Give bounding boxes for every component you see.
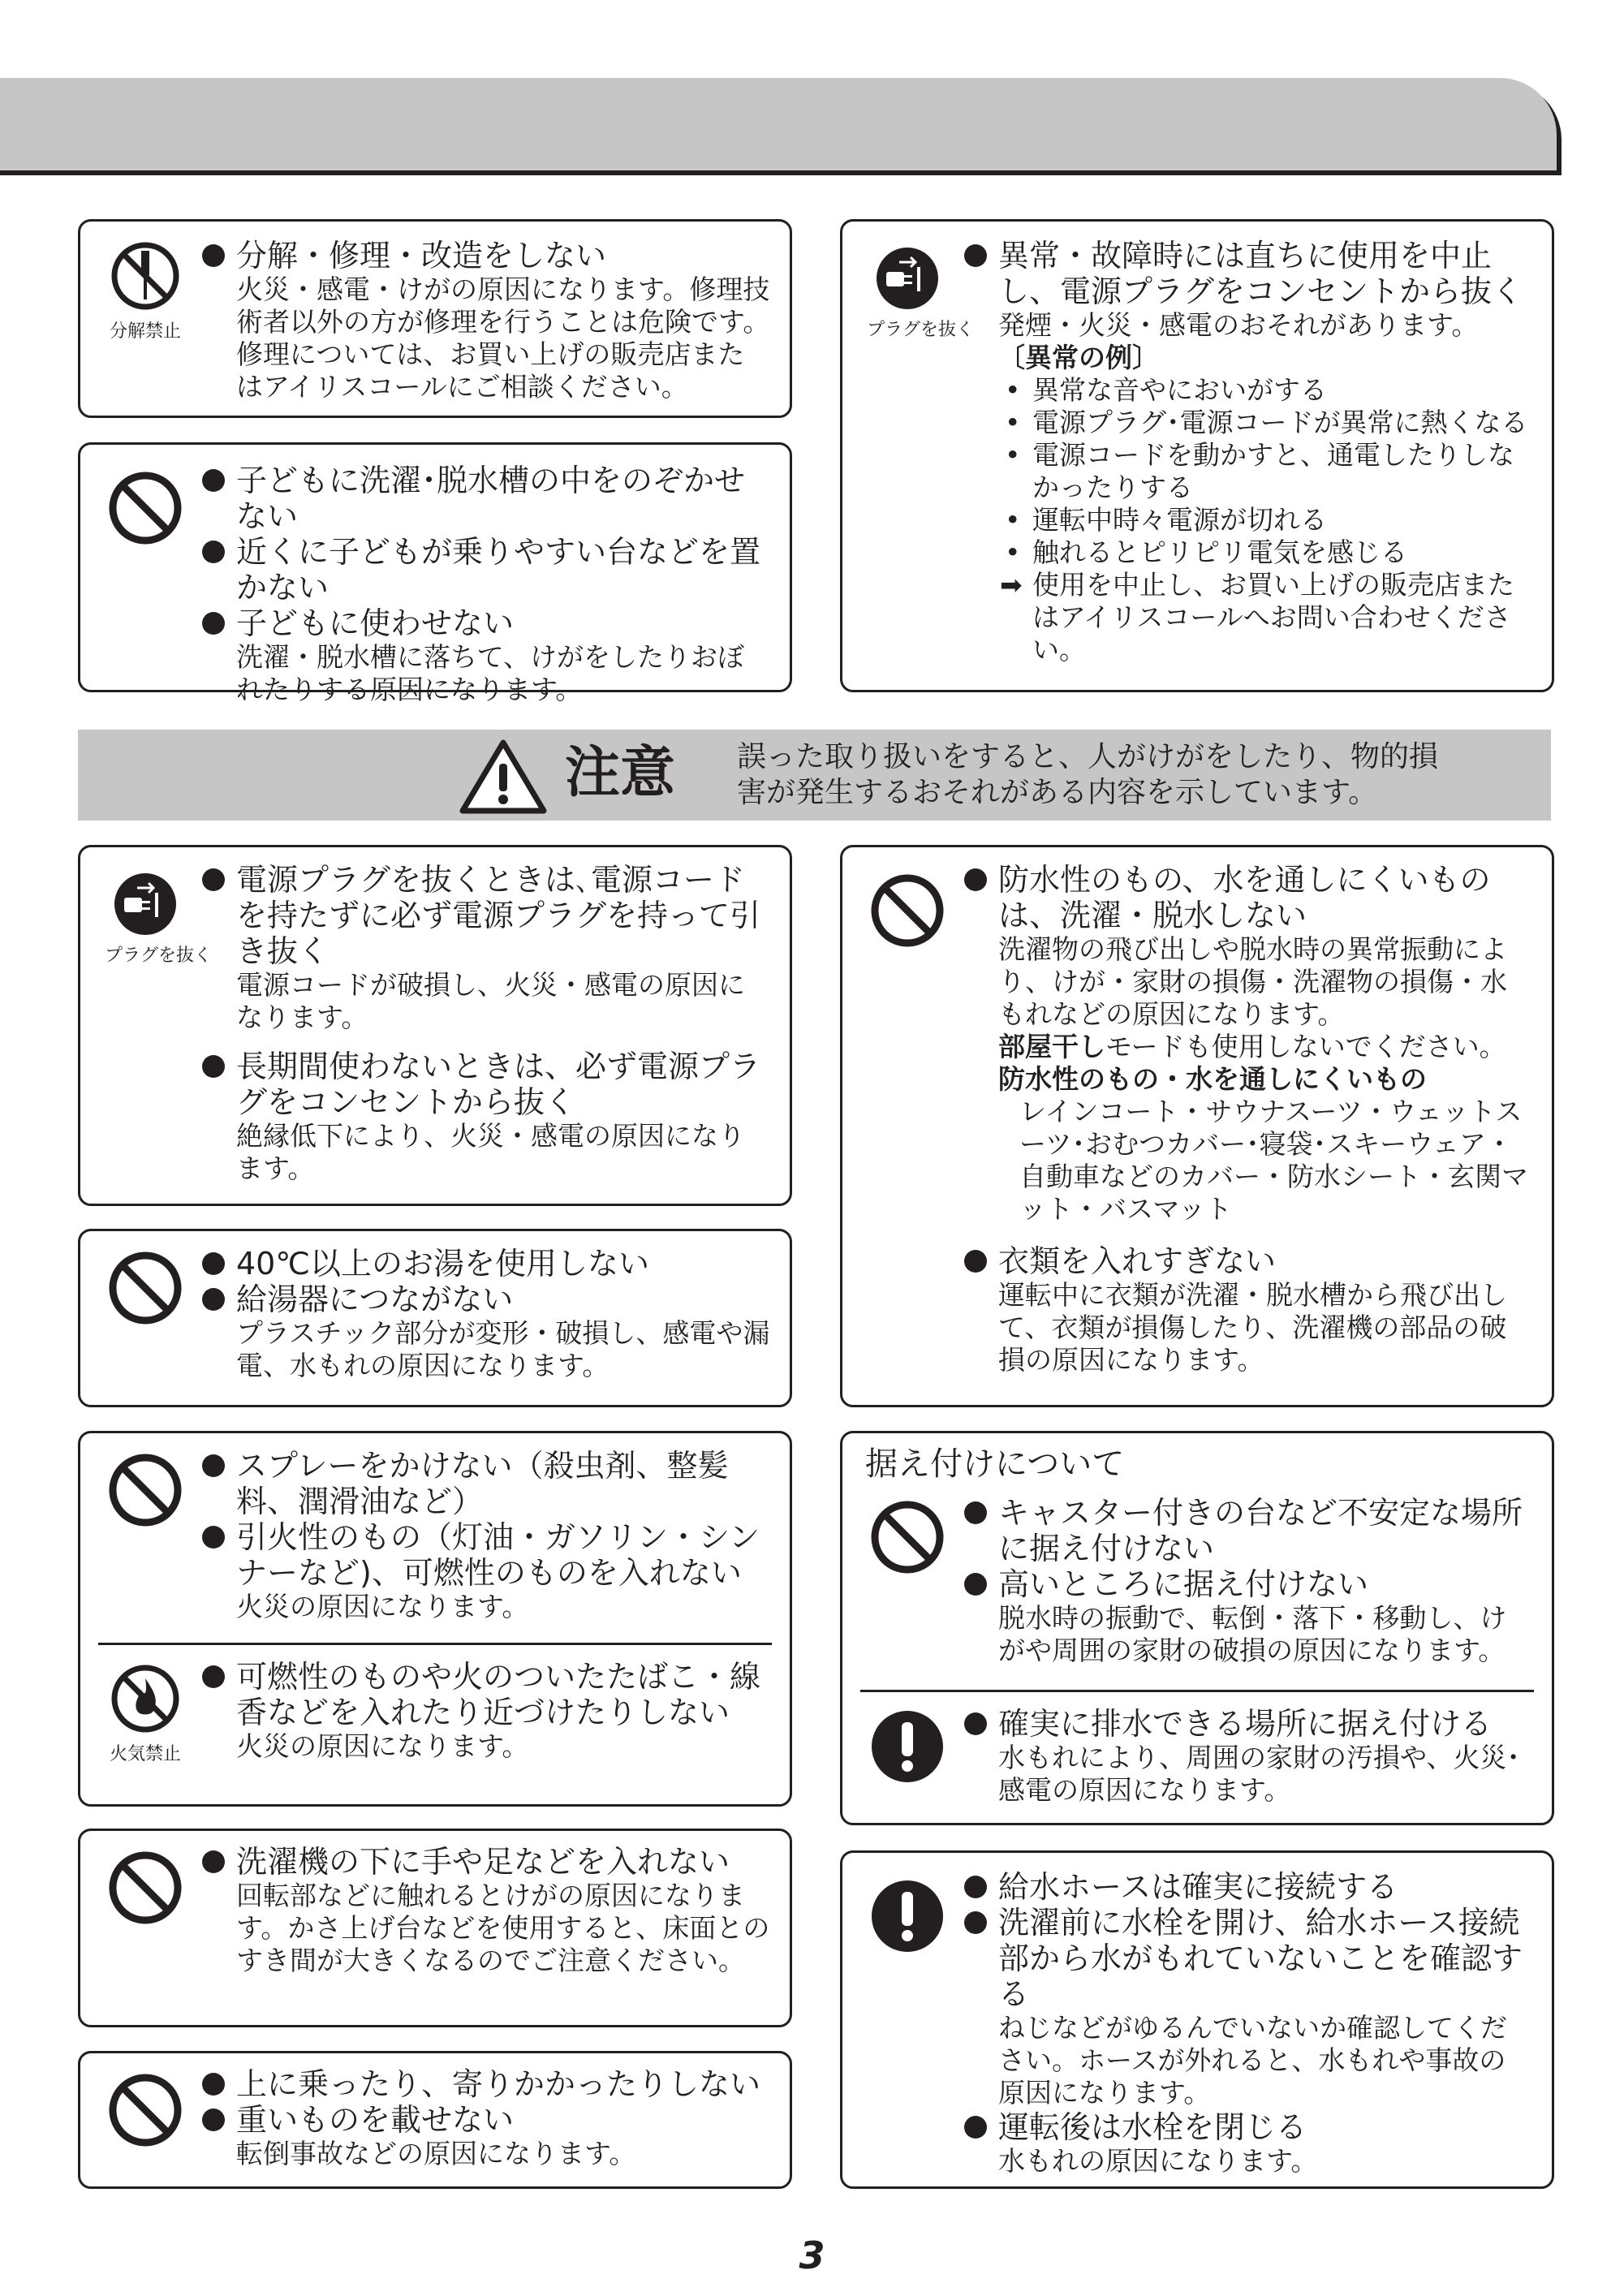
caution-title-text: 40℃以上のお湯を使用しない: [236, 1246, 650, 1282]
divider: [860, 1690, 1534, 1692]
caution-title-text: 洗濯前に水栓を開け、給水ホース接続部から水がもれていないことを確認する: [998, 1905, 1523, 2012]
prohibited-icon: [105, 1249, 186, 1327]
caution-desc-text: 回転部などに触れるとけがの原因になります。かさ上げ台などを使用すると、床面とのすき間が大きくなるのでご注意ください。: [236, 1880, 770, 1976]
warning-title: 分解・修理・改造をしない: [236, 238, 607, 274]
unplug-label: プラグを抜く: [105, 946, 213, 966]
caution-title-text: 給水ホースは確実に接続する: [998, 1869, 1398, 1905]
caution-item: [964, 1869, 1532, 1905]
prohibited-icon: [867, 1498, 948, 1576]
mandatory-icon: [867, 1708, 948, 1786]
caution-desc-text: 水もれの原因になります。: [998, 2145, 1318, 2177]
caution-title-text: 電源プラグを抜くときは､電源コードを持たずに必ず電源プラグを持って引き抜く: [236, 862, 761, 969]
prohibited-icon: [105, 2071, 186, 2149]
caution-title-text: 上に乗ったり、寄りかかったりしない: [236, 2066, 761, 2102]
caution-box-hands-under: [78, 1829, 792, 2027]
caution-item: [964, 2109, 1532, 2145]
abnormal-examples-heading: 〔異常の例〕: [998, 342, 1159, 373]
no-fire-label: 火気禁止: [109, 1744, 181, 1764]
caution-item: [964, 1706, 1532, 1742]
caution-desc-text: 水もれにより、周囲の家財の汚損や、火災･感電の原因になります。: [998, 1742, 1520, 1806]
installation-heading: 据え付けについて: [865, 1445, 1125, 1483]
warning-item: [202, 238, 770, 274]
caution-title-text: 重いものを載せない: [236, 2102, 515, 2138]
caution-title-text: キャスター付きの台など不安定な場所に据え付けない: [998, 1495, 1523, 1566]
caution-box-flammable: [78, 1431, 792, 1807]
unplug-icon: [105, 872, 213, 967]
waterproof-items-list: レインコート・サウナスーツ・ウェットスーツ･おむつカバー･寝袋･スキーウェア・自動車などのカバー・防水シート・玄関マット・バスマット: [1019, 1096, 1528, 1225]
list-item: • 電源コードを動かすと、通電したりしなかったりする: [1005, 439, 1514, 503]
caution-item: [964, 1243, 1532, 1279]
caution-box-hot-water: [78, 1229, 792, 1407]
caution-desc-text: 火災の原因になります。: [236, 1591, 529, 1622]
caution-desc-text: 絶縁低下により、火災・感電の原因になります。: [236, 1120, 745, 1184]
caution-title-text: 給湯器につながない: [236, 1282, 514, 1317]
caution-header: [78, 730, 1551, 821]
caution-desc-text: 脱水時の振動で、転倒・落下・移動し、けがや周囲の家財の破損の原因になります。: [998, 1602, 1507, 1666]
warning-title: 子どもに使わせない: [236, 605, 515, 641]
caution-title-text: 衣類を入れすぎない: [998, 1243, 1277, 1279]
caution-item: [964, 1905, 1532, 2012]
caution-item: [964, 1495, 1532, 1566]
list-item: • 電源プラグ･電源コードが異常に熱くなる: [1005, 407, 1528, 438]
page-number: 3: [799, 2234, 825, 2277]
prohibited-icon: [105, 1451, 186, 1529]
warning-title: 近くに子どもが乗りやすい台などを置かない: [236, 534, 761, 605]
mandatory-icon: [867, 1877, 948, 1955]
unplug-icon: [867, 246, 975, 341]
prohibited-icon: [105, 469, 186, 547]
caution-title-text: 長期間使わないときは、必ず電源プラグをコンセントから抜く: [236, 1049, 761, 1120]
caution-title: 注意: [565, 741, 676, 805]
caution-title-text: 運転後は水栓を閉じる: [998, 2109, 1307, 2145]
prohibited-icon: [105, 1849, 186, 1927]
warning-box-abnormal: [840, 219, 1554, 692]
caution-title-text: 防水性のもの、水を通しにくいものは、洗濯・脱水しない: [998, 862, 1491, 933]
caution-item: [202, 862, 770, 969]
caution-title-text: 可燃性のものや火のついたたばこ・線香などを入れたり近づけたりしない: [236, 1659, 761, 1730]
caution-item: [202, 1049, 770, 1120]
action-note: ➡ 使用を中止し、お買い上げの販売店またはアイリスコールへお問い合わせください。: [1000, 569, 1514, 666]
warning-box-disassembly: [78, 219, 792, 418]
caution-item: [202, 1519, 770, 1591]
caution-desc-text: 運転中に衣類が洗濯・脱水槽から飛び出して、衣類が損傷したり、洗濯機の部品の破損の原因になります。: [998, 1279, 1507, 1376]
divider: [98, 1643, 772, 1645]
caution-item: [202, 1282, 770, 1317]
warning-desc: 洗濯・脱水槽に落ちて、けがをしたりおぼれたりする原因になります。: [236, 641, 745, 705]
caution-title-text: 確実に排水できる場所に据え付ける: [998, 1706, 1493, 1742]
warning-desc: 発煙・火災・感電のおそれがあります。: [998, 309, 1479, 341]
waterproof-items-heading: 防水性のもの・水を通しにくいもの: [998, 1063, 1427, 1095]
list-item: • 異常な音やにおいがする: [1005, 374, 1327, 406]
caution-item: [202, 2102, 770, 2138]
caution-item: [964, 1566, 1532, 1602]
warning-title: 子どもに洗濯･脱水槽の中をのぞかせない: [236, 463, 746, 534]
list-item: • 触れるとピリピリ電気を感じる: [1005, 536, 1407, 568]
no-disassembly-icon: [105, 239, 186, 342]
prohibited-icon: [867, 872, 948, 950]
caution-item: [202, 1448, 770, 1519]
warning-item: [202, 463, 770, 534]
caution-desc-text: ねじなどがゆるんでいないか確認してください。ホースが外れると、水もれや事故の原因になります。: [998, 2012, 1507, 2109]
warning-item: [202, 605, 770, 641]
caution-item: [202, 1659, 770, 1730]
caution-desc-text: 転倒事故などの原因になります。: [236, 2138, 636, 2169]
no-disassembly-label: 分解禁止: [109, 321, 181, 342]
caution-desc-text: 電源コードが破損し、火災・感電の原因になります。: [236, 969, 745, 1033]
warning-title: 異常・故障時には直ちに使用を中止し、電源プラグをコンセントから抜く: [998, 238, 1523, 309]
caution-item: [964, 862, 1532, 933]
caution-box-hose: [840, 1850, 1554, 2189]
caution-desc-text: プラスチック部分が変形・破損し、感電や漏電、水もれの原因になります。: [236, 1317, 770, 1381]
caution-box-installation: [840, 1431, 1554, 1825]
caution-desc-text: 洗濯物の飛び出しや脱水時の異常振動により、けが・家財の損傷・洗濯物の損傷・水もれなどの原因になります。: [998, 933, 1507, 1030]
caution-box-waterproof: [840, 845, 1554, 1407]
warning-box-children: [78, 442, 792, 705]
caution-item: [202, 1246, 770, 1282]
no-fire-icon: [105, 1662, 186, 1765]
warning-item: [964, 238, 1532, 309]
caution-box-plug: [78, 845, 792, 1206]
caution-desc-text: 火災の原因になります。: [236, 1730, 529, 1762]
caution-title-text: 引火性のもの（灯油・ガソリン・シンナーなど)、可燃性のものを入れない: [236, 1519, 760, 1591]
caution-triangle-icon: [458, 738, 549, 816]
caution-item: [202, 2066, 770, 2102]
caution-desc: 誤った取り扱いをすると、人がけがをしたり、物的損害が発生するおそれがある内容を示しています。: [737, 740, 1439, 809]
caution-box-lean: [78, 2051, 792, 2189]
caution-title-text: スプレーをかけない（殺虫剤、整髪料、潤滑油など）: [236, 1448, 729, 1519]
page-header-bar: [0, 78, 1557, 170]
room-dry-mode-label: 部屋干し: [998, 1031, 1105, 1062]
unplug-label: プラグを抜く: [867, 320, 975, 340]
list-item: • 運転中時々電源が切れる: [1005, 504, 1327, 536]
warning-item: [202, 534, 770, 605]
caution-item: [202, 1844, 770, 1880]
room-dry-note: 部屋干しモードも使用しないでください。: [998, 1031, 1506, 1062]
warning-desc: 火災・感電・けがの原因になります。修理技術者以外の方が修理を行うことは危険です。修理については、お買い上げの販売店またはアイリスコールにご相談ください。: [236, 274, 770, 403]
caution-title-text: 洗濯機の下に手や足などを入れない: [236, 1844, 730, 1880]
caution-title-text: 高いところに据え付けない: [998, 1566, 1369, 1602]
